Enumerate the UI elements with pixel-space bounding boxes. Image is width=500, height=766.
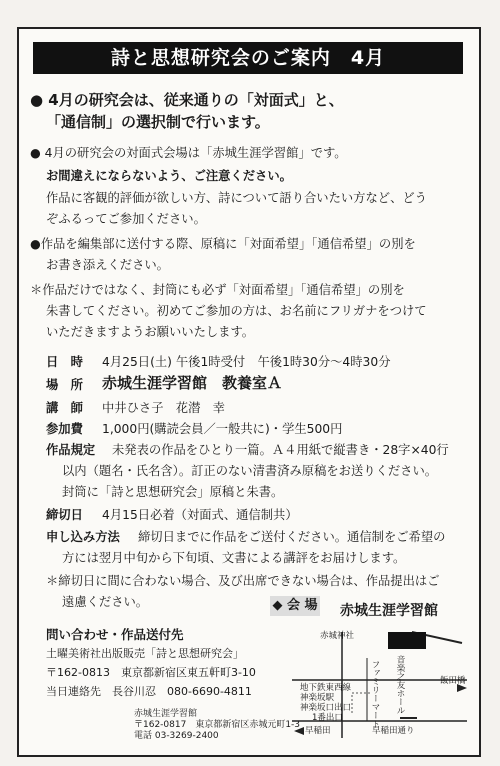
date-value: 4月25日(土) 午後1時受付 午後1時30分～4時30分	[102, 355, 391, 369]
rules-line-2: 以内（題名・氏名含）。訂正のない清書済み原稿をお送りください。	[62, 464, 438, 478]
map-exit-1: 1番出口	[312, 713, 343, 723]
deadline-label: 締切日	[46, 508, 83, 522]
intro-line-2: 「通信制」の選択制で行います。	[46, 113, 270, 131]
date-label: 日 時	[46, 355, 83, 369]
map-family-mart: ファミリーマート	[370, 660, 380, 728]
lecturer-value: 中井ひさ子 花潜 幸	[102, 401, 225, 415]
note3-line-1: ＊作品だけではなく、封筒にも必ず「対面希望」「通信希望」の別を	[30, 283, 405, 297]
note1-line-4: ぞふるってご参加ください。	[46, 212, 206, 226]
contact-heading: 問い合わせ・作品送付先	[46, 627, 184, 642]
note3-line-3: いただきますようお願いいたします。	[46, 325, 255, 339]
contact-org: 土曜美術社出版販売「詩と思想研究会」	[46, 647, 244, 660]
venue-phone: 電話 03-3269-2400	[134, 731, 219, 741]
apply-label: 申し込み方法	[46, 530, 120, 544]
note1-line-3: 作品に客観的評価が欲しい方、詩について語り合いたい方など、どう	[46, 191, 427, 205]
contact-postal: 〒162-0813 東京都新宿区東五軒町3-10	[46, 666, 256, 679]
fee-label: 参加費	[46, 422, 83, 436]
venue-name-small: 赤城生涯学習館	[134, 709, 198, 719]
map-iidabashi: 飯田橋	[440, 676, 466, 686]
map-station-line: 地下鉄東西線	[300, 683, 352, 693]
place-label: 場 所	[46, 378, 83, 392]
place-value: 赤城生涯学習館 教養室Ａ	[102, 374, 283, 392]
map-ongaku-hall: 音楽之友ホール	[395, 655, 405, 715]
note2-line-2: お書き添えください。	[46, 258, 169, 272]
late-line-2: 遠慮ください。	[62, 595, 149, 609]
map-shrine: 赤城神社	[320, 631, 355, 641]
page-title: 詩と思想研究会のご案内 4月	[33, 42, 463, 74]
note1-line-1: ● 4月の研究会の対面式会場は「赤城生涯学習館」です。	[30, 146, 347, 160]
deadline-value: 4月15日必着（対面式、通信制共）	[102, 508, 298, 522]
fee-value: 1,000円(購読会員／一般共に)・学生500円	[102, 422, 343, 436]
lecturer-label: 講 師	[46, 401, 83, 415]
note3-line-2: 朱書してください。初めてご参加の方は、お名前にフリガナをつけて	[46, 304, 427, 318]
map-waseda: 早稲田	[305, 726, 331, 736]
rules-line-1: 未発表の作品をひとり一篇。Ａ４用紙で縦書き・28字×40行	[112, 443, 449, 457]
venue-marker	[388, 632, 426, 649]
intro-line-1: ● 4月の研究会は、従来通りの「対面式」と、	[30, 91, 344, 109]
rules-line-3: 封筒に「詩と思想研究会」原稿と朱書。	[62, 485, 284, 499]
note1-line-2: お間違えにならないよう、ご注意ください。	[46, 169, 292, 183]
map-venue-name: 赤城生涯学習館	[340, 603, 438, 619]
map-station-name: 神楽坂駅	[300, 693, 335, 703]
rules-label: 作品規定	[46, 443, 96, 457]
late-line-1: ＊締切日に間に合わない場合、及び出席できない場合は、作品提出はご	[46, 574, 440, 588]
map-waseda-street: 早稲田通り	[372, 726, 415, 736]
apply-line-1: 締切日までに作品をご送付ください。通信制をご希望の	[138, 530, 446, 544]
contact-phone: 当日連絡先 長谷川忍 080-6690-4811	[46, 685, 252, 698]
venue-postal-address: 〒162-0817 東京都新宿区赤城元町1-3	[134, 720, 301, 730]
note2-line-1: ●作品を編集部に送付する際、原稿に「対面希望」「通信希望」の別を	[30, 237, 416, 251]
apply-line-2: 方には翌月中旬から下旬頃、文書による講評をお届けします。	[62, 551, 406, 565]
map-station-exit: 神楽坂口出口	[300, 703, 352, 713]
map-label: ◆ 会 場	[270, 596, 320, 616]
